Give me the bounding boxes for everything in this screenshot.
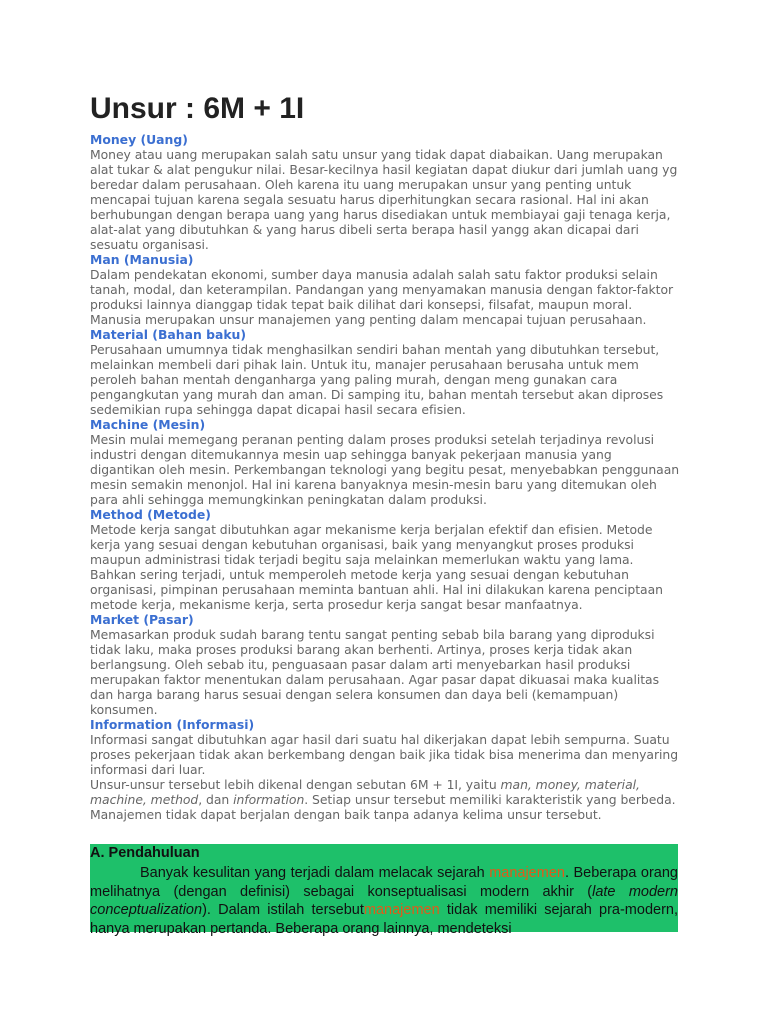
- manajemen-link[interactable]: manajemen: [363, 902, 440, 918]
- section-heading: Machine (Mesin): [90, 417, 206, 432]
- closing-prefix: Unsur-unsur tersebut lebih dikenal dengan sebutan 6M + 1I, yaitu: [90, 777, 501, 792]
- closing-italic-last: information: [233, 792, 305, 807]
- document-page: [90, 92, 680, 822]
- pendahuluan-text-4: tidak memiliki sejarah pra-modern, hanya merupakan pertanda. Beberapa orang lainnya, mendeteksi: [90, 902, 679, 937]
- section-text: Mesin mulai memegang peranan penting dalam proses produksi setelah terjadinya revolusi industri dengan ditemukannya mesin uap sehingga banyak pekerjaan manusia yang digantikan oleh mesin. Perkembangan teknologi yang begitu pesat, menyebabkan penggunaan mesin semakin menonjol. Hal ini karena banyaknya mesin-mesin baru yang ditemukan oleh para ahli sehingga memungkinkan peningkatan dalam produksi.: [90, 432, 680, 507]
- pendahuluan-italic: late modern conceptualization: [90, 883, 679, 918]
- section-text: Metode kerja sangat dibutuhkan agar mekanisme kerja berjalan efektif dan efisien. Metode kerja yang sesuai dengan kebutuhan organisasi, baik yang menyangkut proses produksi maupun administrasi tidak terjadi begitu saja melainkan memerlukan waktu yang lama. Bahkan sering terjadi, untuk memperoleh metode kerja yang sesuai dengan kebutuhan organisasi, pimpinan perusahaan meminta bantuan ahli. Hal ini dilakukan karena penciptaan metode kerja, mekanisme kerja, serta prosedur kerja sangat besar manfaatnya.: [90, 522, 663, 612]
- section-heading: Material (Bahan baku): [90, 327, 247, 342]
- section-text: Perusahaan umumnya tidak menghasilkan sendiri bahan mentah yang dibutuhkan tersebut, melainkan membeli dari pihak lain. Untuk itu, manajer perusahaan berusaha untuk mem peroleh bahan mentah denganharga yang paling murah, dengan meng gunakan cara pengangkutan yang murah dan aman. Di samping itu, bahan mentah tersebut akan diproses sedemikian rupa sehingga dapat dicapai hasil secara efisien.: [90, 342, 664, 417]
- section-text: Memasarkan produk sudah barang tentu sangat penting sebab bila barang yang diproduksi tidak laku, maka proses produksi barang akan berhenti. Artinya, proses kerja tidak akan berlangsung. Oleh sebab itu, penguasaan pasar dalam arti menyebarkan hasil produksi merupakan faktor menentukan dalam perusahaan. Agar pasar dapat dikuasai maka kualitas dan harga barang harus sesuai dengan selera konsumen dan daya beli (kemampuan) konsumen.: [90, 627, 660, 717]
- pendahuluan-text-2: . Beberapa orang melihatnya (dengan definisi) sebagai konseptualisasi modern akhir (: [90, 865, 678, 900]
- section-machine: [90, 417, 680, 507]
- section-text: Dalam pendekatan ekonomi, sumber daya manusia adalah salah satu faktor produksi selain tanah, modal, dan keterampilan. Pandangan yang menyamakan manusia dengan faktor-faktor produksi lainnya dianggap tidak tepat baik dilihat dari konsepsi, filsafat, maupun moral. Manusia merupakan unsur manajemen yang penting dalam mencapai tujuan perusahaan.: [90, 267, 674, 327]
- pendahuluan-text: [90, 864, 678, 938]
- pendahuluan-title: A. Pendahuluan: [90, 845, 200, 861]
- section-money: [90, 132, 680, 252]
- section-text: Money atau uang merupakan salah satu unsur yang tidak dapat diabaikan. Uang merupakan alat tukar & alat pengukur nilai. Besar-kecilnya hasil kegiatan dapat diukur dari jumlah uang yg beredar dalam perusahaan. Oleh karena itu uang merupakan unsur yang penting untuk mencapai tujuan karena segala sesuatu harus diperhitungkan secara rasional. Hal ini akan berhubungan dengan berapa uang yang harus disediakan untuk membiayai gaji tenaga kerja, alat-alat yang dibutuhkan & yang harus dibeli serta berapa hasil yangg akan dicapai dari sesuatu organisasi.: [90, 147, 678, 252]
- closing-paragraph: [90, 777, 680, 822]
- section-market: [90, 612, 680, 717]
- section-heading: Market (Pasar): [90, 612, 194, 627]
- section-heading: Method (Metode): [90, 507, 211, 522]
- section-heading: Man (Manusia): [90, 252, 194, 267]
- closing-suffix: . Setiap unsur tersebut memiliki karakteristik yang berbeda. Manajemen tidak dapat berjalan dengan baik tanpa adanya kelima unsur tersebut.: [90, 792, 676, 822]
- section-information: [90, 717, 680, 777]
- section-material: [90, 327, 680, 417]
- pendahuluan-highlight-block: [90, 844, 679, 937]
- section-man: [90, 252, 680, 327]
- pendahuluan-text-1: Banyak kesulitan yang terjadi dalam melacak sejarah: [140, 865, 490, 881]
- section-method: [90, 507, 680, 612]
- pendahuluan-text-3: ). Dalam istilah tersebut: [202, 902, 364, 918]
- section-heading: Information (Informasi): [90, 717, 255, 732]
- page-title: Unsur : 6M + 1I: [90, 92, 305, 125]
- closing-italic-list: man, money, material, machine, method: [90, 777, 640, 807]
- section-heading: Money (Uang): [90, 132, 188, 147]
- closing-and: , dan: [198, 792, 234, 807]
- manajemen-link[interactable]: manajemen: [489, 865, 565, 881]
- section-text: Informasi sangat dibutuhkan agar hasil dari suatu hal dikerjakan dapat lebih sempurna. Suatu proses pekerjaan tidak akan berkembang dengan baik jika tidak bisa menerima dan menyaring informasi dari luar.: [90, 732, 679, 777]
